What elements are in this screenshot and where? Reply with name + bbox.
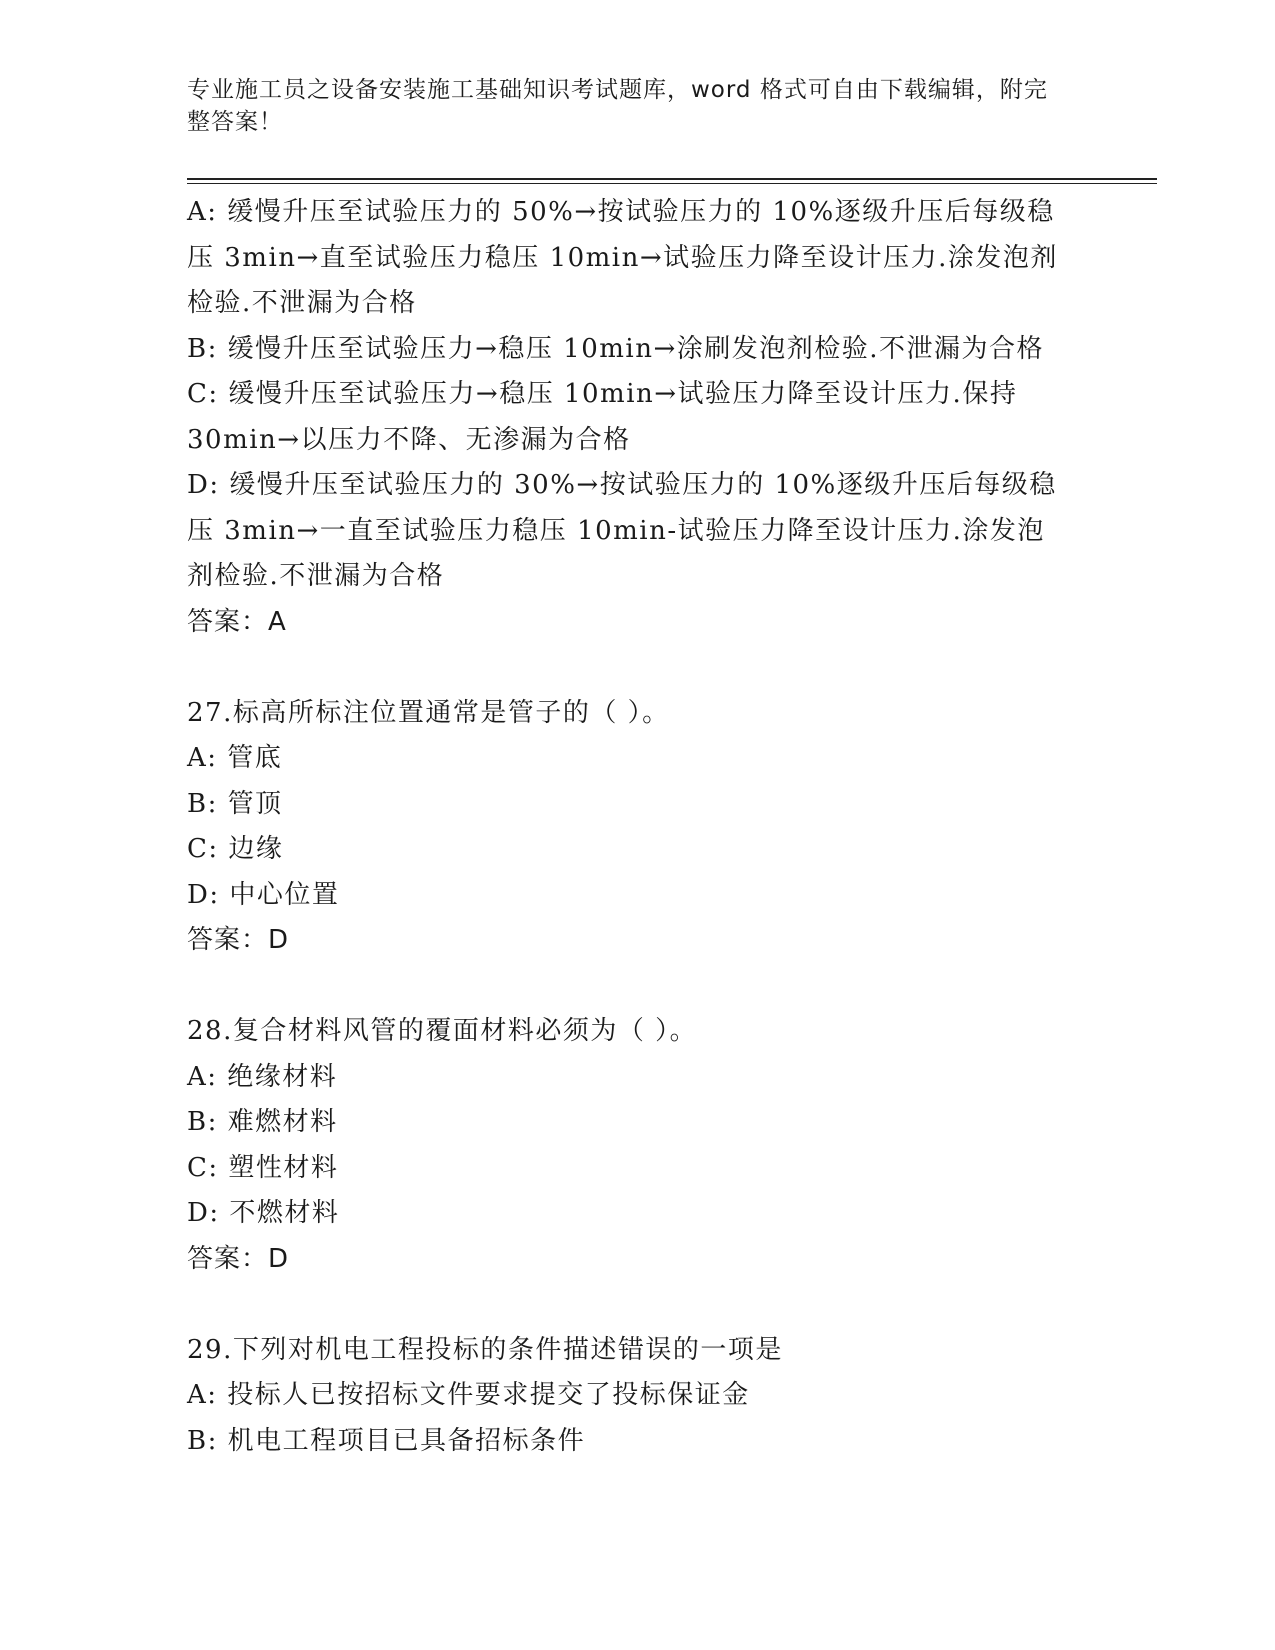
q26-option-b	[187, 327, 1087, 373]
q28-option-a: A: 绝缘材料	[187, 1061, 338, 1092]
q27-option-c: C: 边缘	[187, 834, 284, 864]
option-line: 检验.不泄漏为合格	[187, 288, 417, 318]
q28-option-d: D: 不燃材料	[187, 1198, 340, 1228]
q27-option-a: A: 管底	[187, 743, 283, 773]
header-rule-thin	[187, 183, 1157, 184]
question-content	[187, 190, 1087, 1464]
q28-question: 28.复合材料风管的覆面材料必须为（ ）。	[187, 1016, 698, 1046]
document-header	[187, 74, 1087, 138]
header-line-1: 专业施工员之设备安装施工基础知识考试题库，word 格式可自由下载编辑，附完	[187, 77, 1048, 103]
q27-option-d: D: 中心位置	[187, 879, 340, 910]
q29-option-a: A: 投标人已按招标文件要求提交了投标保证金	[187, 1380, 750, 1410]
q27-answer: 答案：D	[187, 925, 290, 955]
option-line: 压 3min→一直至试验压力稳压 10min-试验压力降至设计压力.涂发泡	[187, 515, 1045, 546]
option-line: D: 缓慢升压至试验压力的 30%→按试验压力的 10%逐级升压后每级稳	[187, 470, 1057, 500]
q26-answer: 答案：A	[187, 606, 287, 637]
q28-option-c: C: 塑性材料	[187, 1152, 339, 1183]
option-line: 压 3min→直至试验压力稳压 10min→试验压力降至设计压力.涂发泡剂	[187, 242, 1058, 273]
header-rule-thick	[187, 178, 1157, 180]
option-line: B: 缓慢升压至试验压力→稳压 10min→涂刷发泡剂检验.不泄漏为合格	[187, 333, 1045, 364]
q29-option-b: B: 机电工程项目已具备招标条件	[187, 1425, 586, 1456]
q27-option-b: B: 管顶	[187, 788, 283, 819]
option-line: C: 缓慢升压至试验压力→稳压 10min→试验压力降至设计压力.保持	[187, 379, 1018, 409]
option-line: A: 缓慢升压至试验压力的 50%→按试验压力的 10%逐级升压后每级稳	[187, 197, 1055, 227]
q28-option-b: B: 难燃材料	[187, 1107, 338, 1137]
q26-option-c	[187, 372, 1087, 463]
q29-question: 29.下列对机电工程投标的条件描述错误的一项是	[187, 1334, 783, 1365]
option-line: 剂检验.不泄漏为合格	[187, 561, 445, 591]
option-line: 30min→以压力不降、无渗漏为合格	[187, 424, 631, 455]
q26-option-a	[187, 190, 1087, 327]
q28-answer: 答案：D	[187, 1243, 290, 1274]
q27-question: 27.标高所标注位置通常是管子的（ ）。	[187, 697, 670, 728]
q26-option-d	[187, 463, 1087, 600]
header-line-2: 整答案！	[187, 109, 283, 135]
